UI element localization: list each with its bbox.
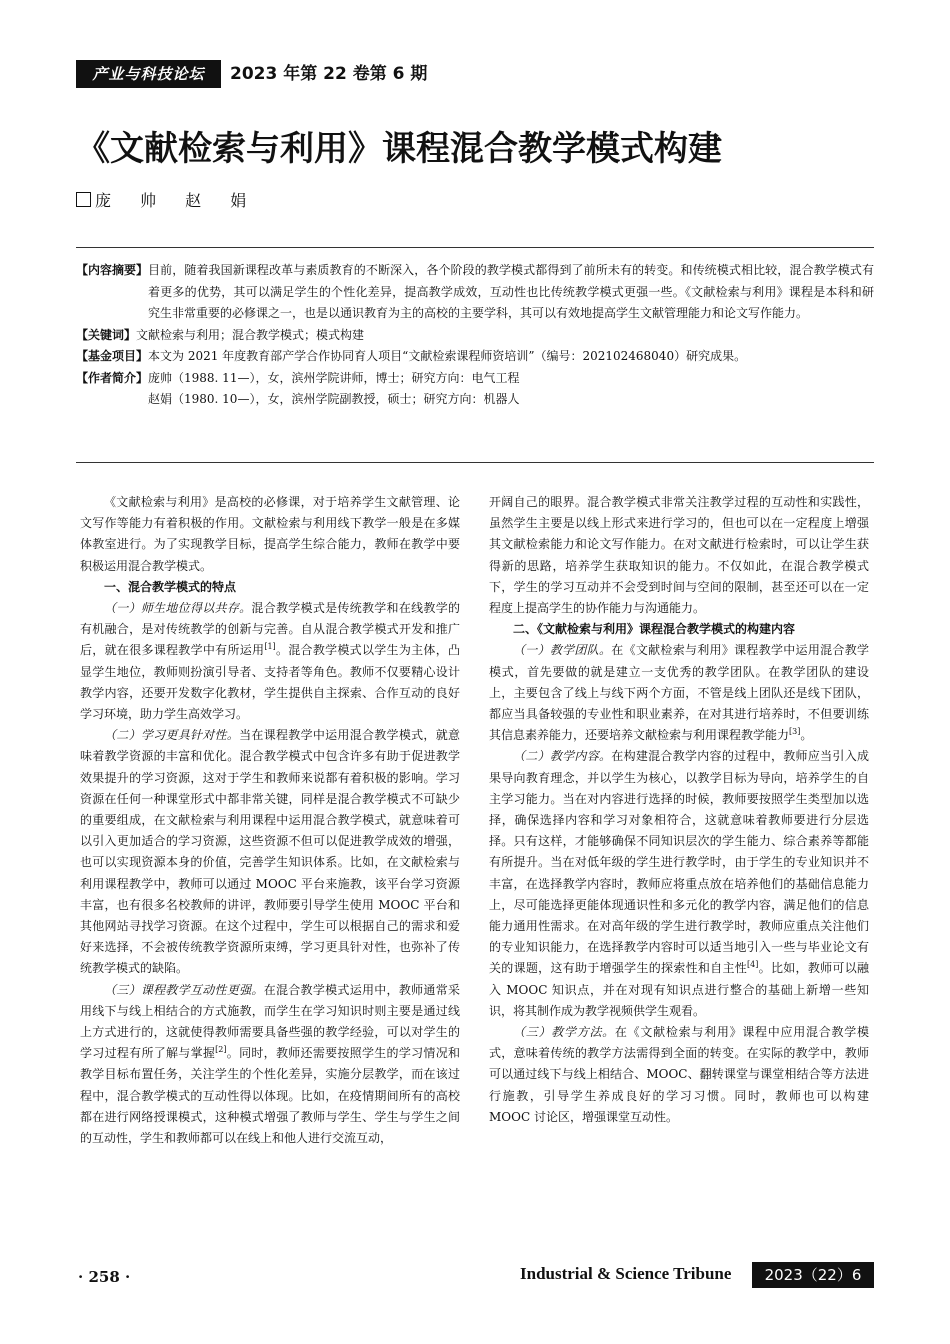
journal-name-badge: 产业与科技论坛 — [76, 60, 221, 88]
citation-ref: [2] — [215, 1045, 227, 1055]
subheading: （一）师生地位得以共存。 — [104, 601, 252, 616]
keywords-label: 【关键词】 — [76, 327, 137, 342]
citation-ref: [1] — [264, 642, 276, 652]
keywords-text: 文献检索与利用；混合教学模式；模式构建 — [136, 327, 365, 342]
keywords-row — [76, 325, 874, 347]
body-column-right — [489, 492, 869, 1128]
author-info-row — [76, 368, 874, 390]
author-names: 庞 帅 赵 娟 — [95, 191, 259, 210]
article-meta — [76, 260, 874, 411]
subheading: （三）课程教学互动性更强。 — [104, 982, 264, 997]
citation-ref: [3] — [789, 727, 801, 737]
abstract-row — [76, 260, 874, 325]
paragraph-text: 。 — [800, 728, 813, 743]
subheading: （二）学习更具针对性。 — [104, 728, 240, 743]
paragraph-text: 在构建混合教学内容的过程中，教师应当引入成果导向教育理念，并以学生为核心，以教学目标为导向，培养学生的自主学习能力。当在对内容进行选择的时候，教师要按照学生类型加以选择，确保选择内容和学习对象相符合，这就意味着教师要进行分层选择。只有这样，才能够确保不同知识层次的学生能力、综合素养等都能有所提升。当在对低年级的学生进行教学时，由于学生的专业知识并不丰富，在选择教学内容时，教师应将重点放在培养他们的基础信息能力上，尽可能选择更能体现通识性和多元化的教学内容，满足他们的信息能力通用性需求。在对高年级的学生进行教学时，教师应重点关注他们的专业知识能力，在选择教学内容时可以适当地引入一些与毕业论文有关的课题，这有助于增强学生的探索性和自主性 — [489, 749, 869, 976]
paragraph-s3 — [80, 980, 460, 1150]
paragraph-r1 — [489, 640, 869, 746]
section-heading-2: 二、《文献检索与利用》课程混合教学模式的构建内容 — [513, 622, 796, 637]
author-info-1: 庞帅（1988. 11—），女，滨州学院讲师，博士；研究方向：电气工程 — [148, 370, 520, 385]
paragraph-text: 在混合教学模式运用中，教师通常采用线下与线上相结合的方式施教，而学生在学习知识时则主要是通过线上方式进行的，这就使得教师需要具备些强的教学经验，可以对学生的学习过程有所了解与掌握 — [80, 982, 460, 1061]
paragraph-s1 — [80, 598, 460, 725]
abstract-text: 目前，随着我国新课程改革与素质教育的不断深入，各个阶段的教学模式都得到了前所未有的转变。和传统模式相比较，混合教学模式有着更多的优势，其可以满足学生的个性化差异，提高教学成效，互动性也比传统教学模式更强一些。《文献检索与利用》课程是本科和研究生非常重要的必修课之一，也是以通识教育为主的高校的主要学科，其可以有效地提高学生文献管理能力和论文写作能力。 — [148, 263, 874, 320]
article-title: 《文献检索与利用》课程混合教学模式构建 — [76, 129, 722, 169]
meta-divider — [76, 462, 874, 463]
fund-row — [76, 346, 874, 368]
footer-issue-badge: 2023（22）6 — [752, 1262, 874, 1288]
paragraph-text: 。同时，教师还需要按照学生的学习情况和教学目标布置任务，关注学生的个性化差异，实施分层教学，而在该过程中，混合教学模式的互动性得以体现。比如，在疫情期间所有的高校都在进行网络授课模式，这种模式增强了教师与学生、学生与学生之间的互动性，学生和教师都可以在线上和他人进行交流互动， — [80, 1046, 460, 1146]
continued-paragraph: 开阔自己的眼界。混合教学模式非常关注教学过程的互动性和实践性，虽然学生主要是以线上形式来进行学习的，但也可以在一定程度上增强其文献检索能力和论文写作能力。在对文献进行检索时，可以让学生获得新的思路，培养学生获取知识的能力。不仅如此，在混合教学模式下，学生的学习互动并不会受到时间与空间的限制，甚至还可以在一定程度上提高学生的协作能力与沟通能力。 — [489, 495, 869, 616]
fund-label: 【基金项目】 — [76, 349, 149, 363]
subheading: （二）教学内容。 — [513, 749, 612, 764]
body-column-left — [80, 492, 460, 1149]
abstract-label: 【内容摘要】 — [76, 263, 149, 277]
section-heading-1: 一、混合教学模式的特点 — [104, 579, 237, 594]
journal-english-name: Industrial & Science Tribune — [520, 1264, 732, 1283]
intro-paragraph: 《文献检索与利用》是高校的必修课，对于培养学生文献管理、论文写作等能力有着积极的作用。文献检索与利用线下教学一般是在多媒体教室进行。为了实现教学目标，提高学生综合能力，教师在教学中要积极运用混合教学模式。 — [80, 495, 460, 573]
paragraph-r3 — [489, 1022, 869, 1128]
author-info-2: 赵娟（1980. 10—），女，滨州学院副教授，硕士；研究方向：机器人 — [148, 392, 520, 406]
authors-line — [76, 190, 258, 212]
fund-text: 本文为 2021 年度教育部产学合作协同育人项目“文献检索课程师资培训”（编号：202102468040）研究成果。 — [148, 349, 747, 363]
subheading: （三）教学方法。 — [513, 1025, 615, 1040]
paragraph-text: 。混合教学模式以学生为主体，凸显学生地位，教师则扮演引导者、支持者等角色。教师不仅要精心设计教学内容，还要开发数字化教材，学生提供自主探索、合作互动的良好学习环境，助力学生高效学习。 — [80, 643, 460, 722]
box-glyph-icon — [76, 192, 91, 207]
paragraph-text: 。比如，教师可以融入 MOOC 知识点，并在对现有知识点进行整合的基础上新增一些知识，将其制作成为教学视频供学生观看。 — [489, 961, 869, 1018]
paragraph-text: 混合教学模式是传统教学和在线教学的有机融合，是对传统教学的创新与完善。自从混合教学模式开发和推广后，就在很多课程教学中有所运用 — [80, 601, 460, 658]
top-divider — [76, 247, 874, 248]
paragraph-text: 在《文献检索与利用》课程教学中运用混合教学模式，首先要做的就是建立一支优秀的教学团队。在教学团队的建设上，主要包含了线上与线下两个方面，不管是线上团队还是线下团队，都应当具备较强的专业性和职业素养，在对其进行培养时，不但要训练其信息素养能力，还要培养文献检索与利用课程教学能力 — [489, 643, 869, 743]
paragraph-text: 当在课程教学中运用混合教学模式，就意味着教学资源的丰富和优化。混合教学模式中包含许多有助于促进教学效果提升的学习资源，这对于学生和教师来说都有着积极的影响。学习资源在任何一种课堂形式中都非常关键，同样是混合教学模式不可缺少的重要组成，在文献检索与利用课程中运用混合教学模式，就意味着可以引入更加适合的学习资源，这些资源不但可以促进教学成效的增强，也可以实现资源本身的价值，完善学生知识体系。比如，在文献检索与利用课程教学中，教师可以通过 MOOC 平台来施教，该平台学习资源丰富，也有很多名校教师的讲评，教师要引导学生使用 MOOC 平台和其他网站寻找学习资源。在这个过程中，学生可以根据自己的需求和爱好来选择，不会被传统教学资源所束缚，学习更具针对性，也弥补了传统教学模式的缺陷。 — [80, 728, 460, 976]
citation-ref: [4] — [747, 960, 759, 970]
author-info-label: 【作者简介】 — [76, 370, 149, 385]
issue-info: 2023 年第 22 卷第 6 期 — [230, 64, 428, 84]
paragraph-text: 在《文献检索与利用》课程中应用混合教学模式，意味着传统的教学方法需得到全面的转变。在实际的教学中，教师可以通过线下与线上相结合、MOOC、翻转课堂与课堂相结合等方法进行施教，引导学生养成良好的学习习惯。同时，教师也可以构建 MOOC 讨论区，增强课堂互动性。 — [489, 1025, 869, 1124]
page-number: · 258 · — [78, 1268, 131, 1286]
paragraph-s2 — [80, 725, 460, 979]
paragraph-r2 — [489, 746, 869, 1022]
subheading: （一）教学团队。 — [513, 643, 612, 658]
